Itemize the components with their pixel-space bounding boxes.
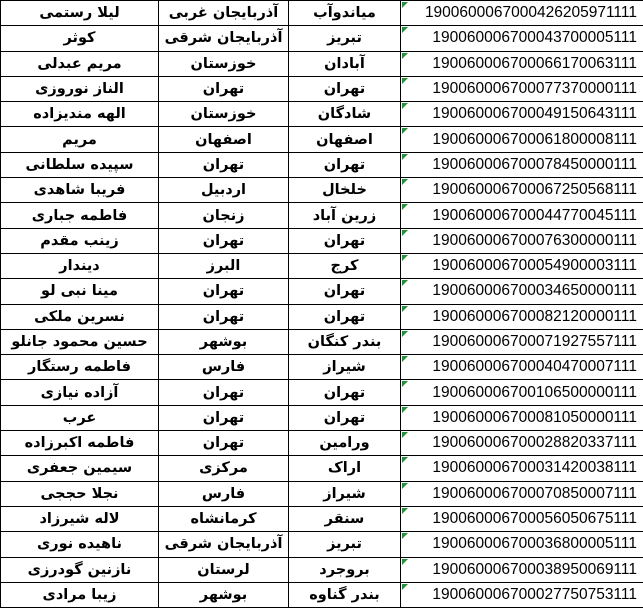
cell-code[interactable]: 190060006700036800005111	[401, 532, 643, 557]
table-row	[1, 152, 643, 177]
cell-province[interactable]: اصفهان	[159, 127, 289, 152]
cell-province[interactable]: تهران	[159, 152, 289, 177]
cell-code[interactable]: 190060006700076300000111	[401, 228, 643, 253]
table-row	[1, 253, 643, 278]
cell-city[interactable]: شیراز	[289, 481, 401, 506]
cell-province[interactable]: آذربایجان غربی	[159, 1, 289, 26]
cell-name[interactable]: مینا نبی لو	[1, 279, 159, 304]
cell-province[interactable]: فارس	[159, 481, 289, 506]
cell-name[interactable]: کوثر	[1, 26, 159, 51]
cell-code[interactable]: 190060006700049150643111	[401, 102, 643, 127]
cell-province[interactable]: تهران	[159, 380, 289, 405]
cell-name[interactable]: فاطمه جباری	[1, 203, 159, 228]
cell-city[interactable]: بندر گناوه	[289, 582, 401, 607]
cell-name[interactable]: نازنین گودرزی	[1, 557, 159, 582]
cell-name[interactable]: زیبا مرادی	[1, 582, 159, 607]
cell-city[interactable]: اراک	[289, 456, 401, 481]
table-row	[1, 506, 643, 531]
cell-name[interactable]: الهه مندیزاده	[1, 102, 159, 127]
cell-province[interactable]: تهران	[159, 279, 289, 304]
cell-code[interactable]: 190060006700106500000111	[401, 380, 643, 405]
cell-city[interactable]: تبریز	[289, 26, 401, 51]
table-row	[1, 203, 643, 228]
cell-province[interactable]: اردبیل	[159, 178, 289, 203]
cell-province[interactable]: بوشهر	[159, 582, 289, 607]
table-row	[1, 76, 643, 101]
cell-name[interactable]: فاطمه رستگار	[1, 355, 159, 380]
cell-name[interactable]: نسرین ملکی	[1, 304, 159, 329]
cell-city[interactable]: تهران	[289, 380, 401, 405]
table-body	[1, 1, 643, 608]
cell-code[interactable]: 190060006700081050000111	[401, 405, 643, 430]
cell-code[interactable]: 1900600067000426205971111	[401, 1, 643, 26]
cell-name[interactable]: مریم عبدلی	[1, 51, 159, 76]
cell-code[interactable]: 190060006700044770045111	[401, 203, 643, 228]
cell-province[interactable]: لرستان	[159, 557, 289, 582]
cell-code[interactable]: 190060006700038950069111	[401, 557, 643, 582]
cell-name[interactable]: الناز نوروزی	[1, 76, 159, 101]
cell-city[interactable]: شادگان	[289, 102, 401, 127]
cell-name[interactable]: لیلا رستمی	[1, 1, 159, 26]
cell-province[interactable]: خوزستان	[159, 102, 289, 127]
cell-province[interactable]: تهران	[159, 431, 289, 456]
cell-code[interactable]: 190060006700056050675111	[401, 506, 643, 531]
cell-city[interactable]: تهران	[289, 228, 401, 253]
cell-name[interactable]: مریم	[1, 127, 159, 152]
cell-province[interactable]: مرکزی	[159, 456, 289, 481]
cell-code[interactable]: 190060006700040470007111	[401, 355, 643, 380]
cell-name[interactable]: نجلا حججی	[1, 481, 159, 506]
table-row	[1, 1, 643, 26]
cell-name[interactable]: زینب مقدم	[1, 228, 159, 253]
cell-city[interactable]: اصفهان	[289, 127, 401, 152]
cell-city[interactable]: ورامین	[289, 431, 401, 456]
table-row	[1, 26, 643, 51]
cell-city[interactable]: تبریز	[289, 532, 401, 557]
cell-province[interactable]: تهران	[159, 304, 289, 329]
table-row	[1, 456, 643, 481]
cell-code[interactable]: 190060006700071927557111	[401, 329, 643, 354]
cell-code[interactable]: 190060006700078450000111	[401, 152, 643, 177]
table-row	[1, 582, 643, 607]
cell-city[interactable]: شیراز	[289, 355, 401, 380]
cell-name[interactable]: آزاده نیازی	[1, 380, 159, 405]
cell-city[interactable]: آبادان	[289, 51, 401, 76]
cell-city[interactable]: تهران	[289, 304, 401, 329]
cell-name[interactable]: عرب	[1, 405, 159, 430]
cell-city[interactable]: بندر کنگان	[289, 329, 401, 354]
cell-name[interactable]: ناهیده نوری	[1, 532, 159, 557]
cell-city[interactable]: تهران	[289, 405, 401, 430]
cell-city[interactable]: تهران	[289, 76, 401, 101]
cell-name[interactable]: دیندار	[1, 253, 159, 278]
cell-code[interactable]: 190060006700027750753111	[401, 582, 643, 607]
cell-name[interactable]: فاطمه اکبرزاده	[1, 431, 159, 456]
table-row	[1, 178, 643, 203]
cell-city[interactable]: کرج	[289, 253, 401, 278]
cell-name[interactable]: فریبا شاهدی	[1, 178, 159, 203]
cell-province[interactable]: خوزستان	[159, 51, 289, 76]
cell-code[interactable]: 190060006700031420038111	[401, 456, 643, 481]
cell-code[interactable]: 190060006700028820337111	[401, 431, 643, 456]
cell-city[interactable]: زرین آباد	[289, 203, 401, 228]
cell-province[interactable]: تهران	[159, 76, 289, 101]
cell-city[interactable]: تهران	[289, 279, 401, 304]
cell-code[interactable]: 190060006700066170063111	[401, 51, 643, 76]
cell-city[interactable]: تهران	[289, 152, 401, 177]
cell-province[interactable]: تهران	[159, 405, 289, 430]
table-row	[1, 304, 643, 329]
table-row	[1, 481, 643, 506]
cell-code[interactable]: 190060006700054900003111	[401, 253, 643, 278]
cell-city[interactable]: سنقر	[289, 506, 401, 531]
table-row	[1, 355, 643, 380]
cell-city[interactable]: میاندوآب	[289, 1, 401, 26]
table-row	[1, 279, 643, 304]
table-row	[1, 228, 643, 253]
cell-code[interactable]: 190060006700034650000111	[401, 279, 643, 304]
cell-code[interactable]: 190060006700067250568111	[401, 178, 643, 203]
table-row	[1, 329, 643, 354]
table-row	[1, 557, 643, 582]
cell-code[interactable]: 190060006700043700005111	[401, 26, 643, 51]
cell-province[interactable]: البرز	[159, 253, 289, 278]
table-row	[1, 431, 643, 456]
cell-city[interactable]: بروجرد	[289, 557, 401, 582]
cell-city[interactable]: خلخال	[289, 178, 401, 203]
cell-name[interactable]: سیمین جعفری	[1, 456, 159, 481]
cell-name[interactable]: حسین محمود جانلو	[1, 329, 159, 354]
table-row	[1, 51, 643, 76]
cell-code[interactable]: 190060006700061800008111	[401, 127, 643, 152]
cell-code[interactable]: 190060006700077370000111	[401, 76, 643, 101]
cell-province[interactable]: آذربایجان شرقی	[159, 532, 289, 557]
table-row	[1, 102, 643, 127]
table-row	[1, 380, 643, 405]
cell-province[interactable]: بوشهر	[159, 329, 289, 354]
cell-province[interactable]: تهران	[159, 228, 289, 253]
table-row	[1, 405, 643, 430]
table-row	[1, 532, 643, 557]
cell-name[interactable]: سپیده سلطانی	[1, 152, 159, 177]
cell-name[interactable]: لاله شیرزاد	[1, 506, 159, 531]
cell-province[interactable]: زنجان	[159, 203, 289, 228]
cell-province[interactable]: آذربایجان شرقی	[159, 26, 289, 51]
cell-code[interactable]: 190060006700082120000111	[401, 304, 643, 329]
table-row	[1, 127, 643, 152]
cell-province[interactable]: کرمانشاه	[159, 506, 289, 531]
cell-province[interactable]: فارس	[159, 355, 289, 380]
cell-code[interactable]: 190060006700070850007111	[401, 481, 643, 506]
